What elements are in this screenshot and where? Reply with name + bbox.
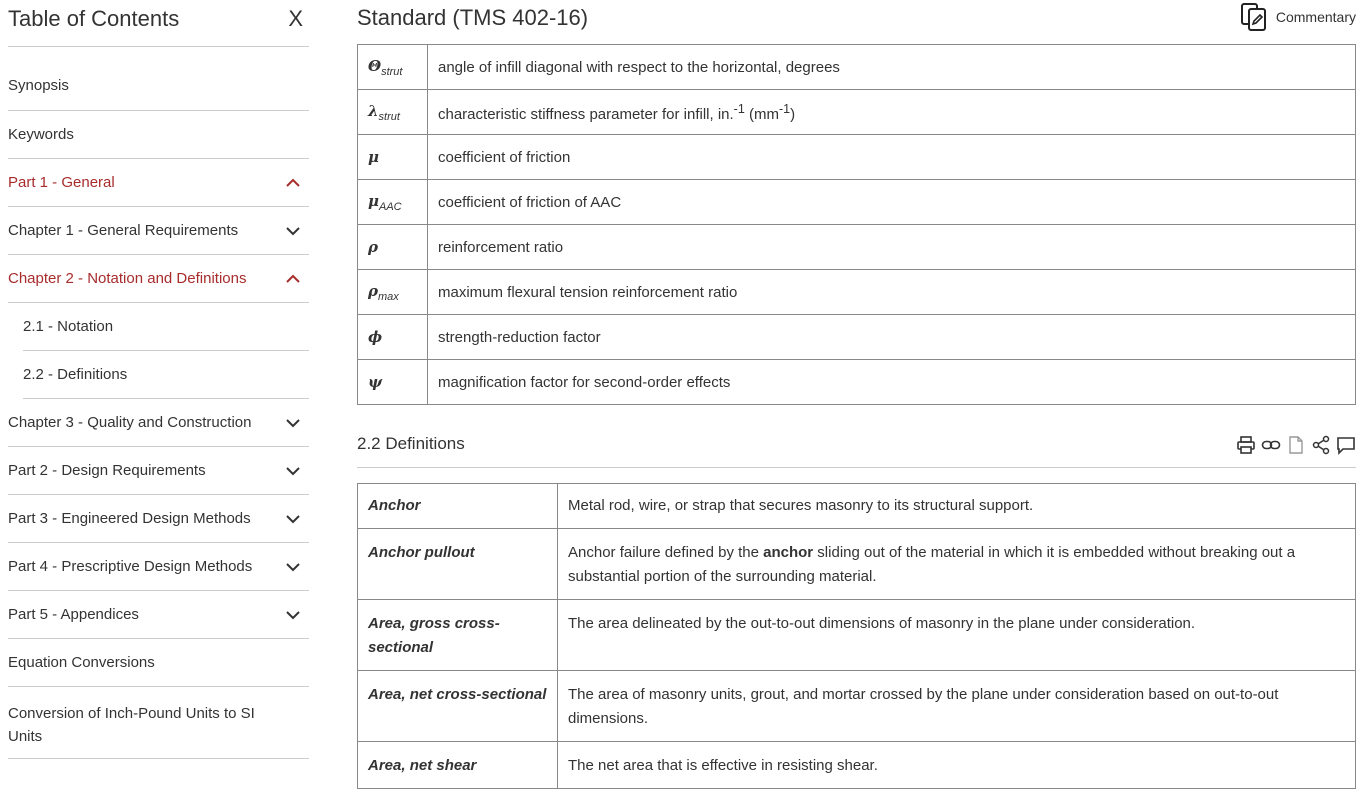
table-row <box>358 180 1356 225</box>
commentary-icon <box>1240 2 1270 32</box>
toc-item-chapter-1[interactable] <box>8 207 309 255</box>
chevron-down-icon[interactable] <box>285 223 301 239</box>
toc-item-notation[interactable] <box>23 303 309 351</box>
definition-text: Anchor failure defined by the anchor sliding out of the material in which it is embedded without breaking out a substantial portion of the surrounding material. <box>558 529 1356 600</box>
chevron-up-icon[interactable] <box>285 271 301 287</box>
document-icon[interactable] <box>1286 435 1306 455</box>
section-toolbar <box>1236 435 1356 455</box>
print-icon[interactable] <box>1236 435 1256 455</box>
chevron-down-icon[interactable] <box>285 415 301 431</box>
toc-item-label: Conversion of Inch-Pound Units to SI Units <box>8 704 255 745</box>
notation-symbol: $\mu_{AAC}$ <box>358 180 428 225</box>
definition-term: Area, net cross-sectional <box>358 671 558 742</box>
toc-close-button[interactable]: X <box>288 6 303 31</box>
table-row <box>358 315 1356 360</box>
definition-text: Metal rod, wire, or strap that secures masonry to its structural support. <box>558 484 1356 529</box>
toc-item-part-1[interactable] <box>8 159 309 207</box>
toc-item-label: Chapter 1 - General Requirements <box>8 222 239 239</box>
toc-item-label: Part 5 - Appendices <box>8 606 139 623</box>
commentary-label: Commentary <box>1275 9 1356 25</box>
definition-text: The area delineated by the out-to-out dimensions of masonry in the plane under consideration. <box>558 600 1356 671</box>
definition-term: Area, net shear <box>358 742 558 789</box>
definition-term: Anchor pullout <box>358 529 558 600</box>
toc-item-part-2[interactable] <box>8 447 309 495</box>
toc-list <box>8 47 309 759</box>
notation-symbol: $\rho_{max}$ <box>358 270 428 315</box>
toc-item-label: Part 1 - General <box>8 174 115 191</box>
definitions-table <box>357 483 1356 789</box>
notation-description: coefficient of friction of AAC <box>428 180 1356 225</box>
comment-icon[interactable] <box>1336 435 1356 455</box>
toc-item-label: Part 3 - Engineered Design Methods <box>8 510 251 527</box>
table-row <box>358 45 1356 90</box>
toc-item-label: Equation Conversions <box>8 654 155 671</box>
share-icon[interactable] <box>1311 435 1331 455</box>
table-row <box>358 742 1356 789</box>
toc-item-definitions[interactable] <box>23 351 309 399</box>
notation-symbol: $\lambda_{strut}$ <box>358 90 428 135</box>
chevron-down-icon[interactable] <box>285 463 301 479</box>
definition-link[interactable]: anchor <box>763 544 814 561</box>
notation-description: reinforcement ratio <box>428 225 1356 270</box>
notation-description: strength-reduction factor <box>428 315 1356 360</box>
toc-item-label: Chapter 2 - Notation and Definitions <box>8 270 247 287</box>
table-row <box>358 135 1356 180</box>
notation-description: maximum flexural tension reinforcement ratio <box>428 270 1356 315</box>
toc-item-chapter-3[interactable] <box>8 399 309 447</box>
notation-description: angle of infill diagonal with respect to the horizontal, degrees <box>428 45 1356 90</box>
notation-description: magnification factor for second-order effects <box>428 360 1356 405</box>
toc-header <box>8 0 309 47</box>
notation-symbol: $\Theta_{strut}$ <box>358 45 428 90</box>
table-row <box>358 529 1356 600</box>
table-row <box>358 671 1356 742</box>
toc-item-part-5[interactable] <box>8 591 309 639</box>
table-row <box>358 600 1356 671</box>
table-row <box>358 90 1356 135</box>
toc-item-label: 2.2 - Definitions <box>23 366 128 383</box>
toc-item-label: 2.1 - Notation <box>23 318 114 335</box>
definitions-header <box>357 428 1356 468</box>
notation-symbol: ψ <box>358 360 428 405</box>
commentary-button[interactable] <box>1240 2 1356 32</box>
chevron-down-icon[interactable] <box>285 559 301 575</box>
toc-item-label: Keywords <box>8 126 74 143</box>
table-row <box>358 225 1356 270</box>
toc-item-chapter-2[interactable] <box>8 255 309 303</box>
definition-term: Anchor <box>358 484 558 529</box>
table-row <box>358 360 1356 405</box>
toc-sidebar <box>8 0 309 775</box>
toc-item-label: Part 2 - Design Requirements <box>8 462 206 479</box>
chevron-up-icon[interactable] <box>285 175 301 191</box>
toc-item-label: Part 4 - Prescriptive Design Methods <box>8 558 253 575</box>
definition-text: The net area that is effective in resisting shear. <box>558 742 1356 789</box>
toc-item-keywords[interactable] <box>8 111 309 159</box>
table-row <box>358 270 1356 315</box>
definition-term: Area, gross cross-sectional <box>358 600 558 671</box>
notation-description: characteristic stiffness parameter for infill, in.$^{-1}$ $(mm^{-1})$ <box>428 90 1356 135</box>
toc-item-unit-conversions[interactable] <box>8 687 309 759</box>
notation-symbol: ϕ <box>358 315 428 360</box>
section-title: 2.2 Definitions <box>357 434 465 453</box>
notation-table <box>357 44 1356 405</box>
table-row <box>358 484 1356 529</box>
chevron-down-icon[interactable] <box>285 607 301 623</box>
toc-item-part-3[interactable] <box>8 495 309 543</box>
toc-item-equation-conversions[interactable] <box>8 639 309 687</box>
chevron-down-icon[interactable] <box>285 511 301 527</box>
link-icon[interactable] <box>1261 435 1281 455</box>
toc-item-label: Chapter 3 - Quality and Construction <box>8 414 252 431</box>
notation-symbol: ρ <box>358 225 428 270</box>
notation-symbol: μ <box>358 135 428 180</box>
notation-description: coefficient of friction <box>428 135 1356 180</box>
toc-item-label: Synopsis <box>8 77 69 94</box>
toc-item-synopsis[interactable] <box>8 47 309 111</box>
toc-item-part-4[interactable] <box>8 543 309 591</box>
page-title: Standard (TMS 402-16) <box>357 5 589 30</box>
toc-title: Table of Contents <box>8 6 180 31</box>
definition-text: The area of masonry units, grout, and mortar crossed by the plane under consideration based on out-to-out dimensions. <box>558 671 1356 742</box>
